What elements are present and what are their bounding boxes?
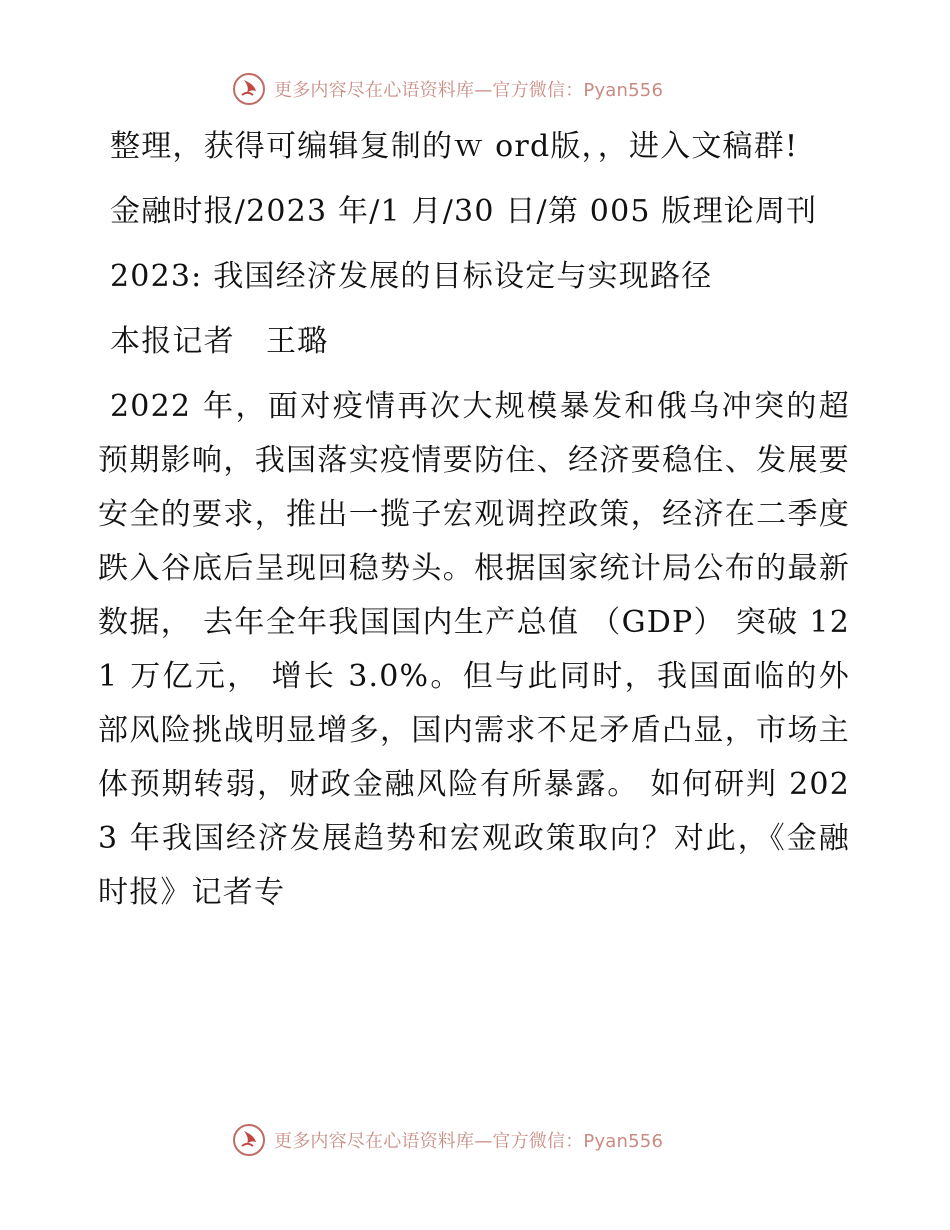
article-paragraph: 2022 年，面对疫情再次大规模暴发和俄乌冲突的超预期影响，我国落实疫情要防住、经济要稳住、发展要安全的要求，推出一揽子宏观调控政策，经济在二季度跌入谷底后呈现回稳势头。根据国家统计局公布的最新数据， 去年全年我国国内生产总值 （GDP） 突破 121 万亿元， 增长 3.0%。但与此同时，我国面临的外部风险挑战明显增多，国内需求不足矛盾凸显，市场主体预期转弱，财政金融风险有所暴露。 如何研判 2023 年我国经济发展趋势和宏观政策取向？对此，《金融时报》记者专	[98, 389, 850, 910]
intro-note: 整理，获得可编辑复制的ｗ ord版，，进入文稿群!	[110, 129, 799, 164]
author-line: 本报记者 王璐	[110, 324, 329, 359]
seal-icon	[232, 1123, 266, 1157]
watermark-top	[232, 71, 663, 107]
seal-icon	[232, 72, 266, 106]
watermark-text: 更多内容尽在心语资料库—官方微信：Pyan556	[274, 80, 664, 101]
article-title: 2023: 我国经济发展的目标设定与实现路径	[110, 259, 713, 294]
watermark-bottom	[232, 1122, 663, 1158]
document-body	[98, 120, 850, 920]
source-line: 金融时报/2023 年/1 月/30 日/第 005 版理论周刊	[110, 194, 818, 229]
watermark-text: 更多内容尽在心语资料库—官方微信：Pyan556	[274, 1131, 664, 1152]
